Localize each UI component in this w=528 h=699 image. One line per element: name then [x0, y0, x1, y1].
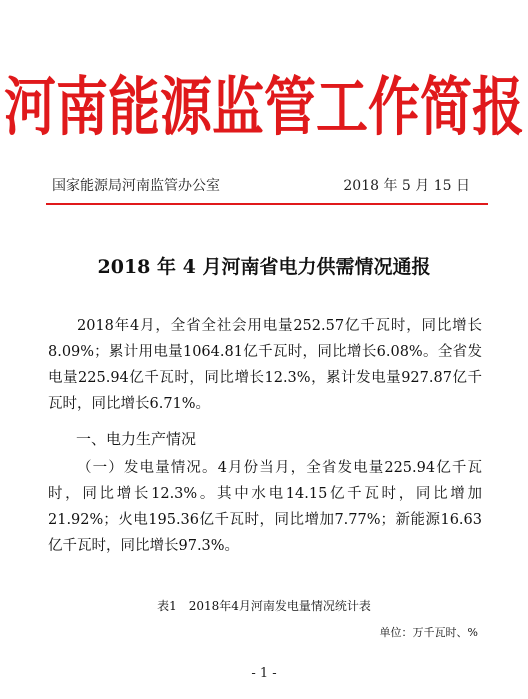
report-title: 2018 年 4 月河南省电力供需情况通报	[97, 256, 431, 278]
masthead-divider	[46, 203, 488, 205]
generation-body: 4月份当月，全省发电量225.94亿千瓦时，同比增长12.3%。其中水电14.15亿千瓦时，同比增加21.92%；火电195.36亿千瓦时，同比增加7.77%；新能源16.63亿千瓦时，同比增长97.3%。	[48, 460, 482, 554]
page-number: - 1 -	[251, 666, 277, 681]
generation-paragraph	[48, 455, 482, 559]
summary-paragraph: 2018年4月，全省全社会用电量252.57亿千瓦时，同比增长8.09%；累计用电量1064.81亿千瓦时，同比增长6.08%。全省发电量225.94亿千瓦时，同比增长12.3%，累计发电量927.87亿千瓦时，同比增长6.71%。	[48, 318, 482, 412]
masthead-title: 河南能源监管工作简报	[3, 71, 524, 145]
issuing-office: 国家能源局河南监管办公室	[52, 178, 220, 194]
table-unit: 单位：万千瓦时、%	[379, 626, 478, 639]
masthead	[0, 62, 528, 145]
table-caption: 表1 2018年4月河南发电量情况统计表	[157, 599, 371, 613]
generation-lead: （一）发电量情况。	[77, 460, 218, 476]
issue-date: 2018 年 5 月 15 日	[343, 178, 470, 194]
issuer-row	[52, 175, 470, 195]
section-heading: 一、电力生产情况	[76, 430, 197, 448]
